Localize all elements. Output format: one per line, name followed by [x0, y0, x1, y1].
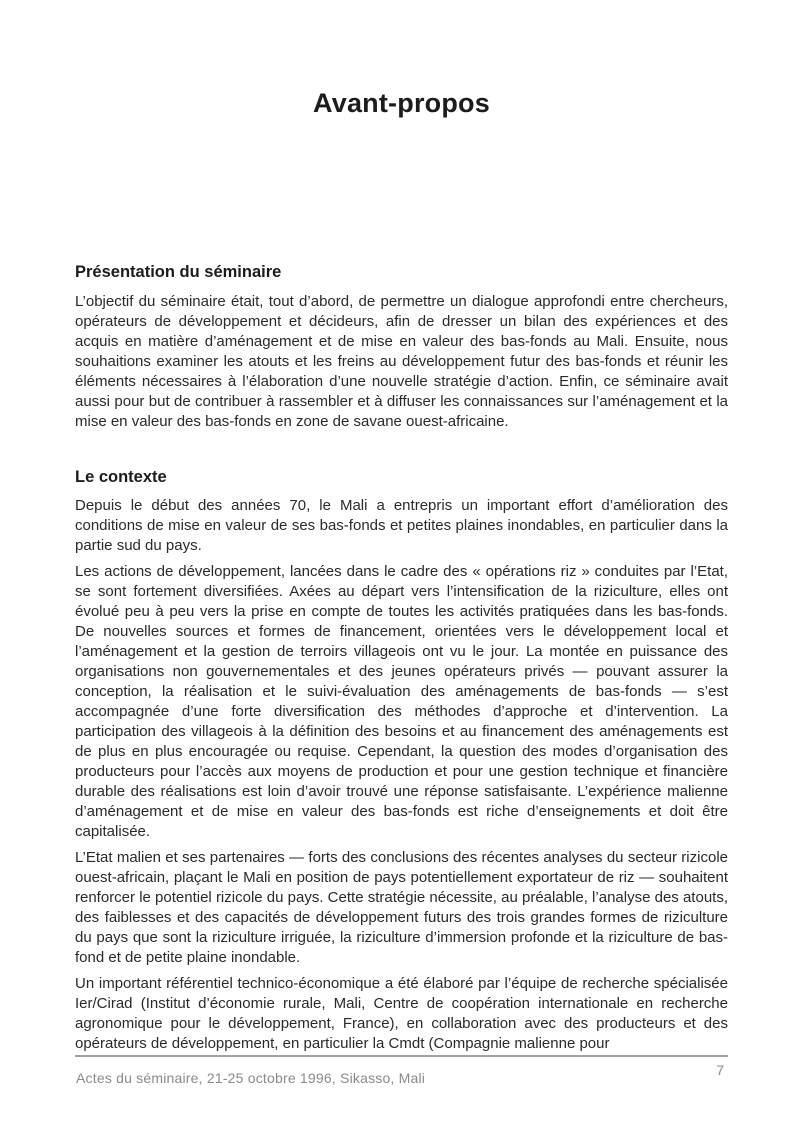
- section-heading-le-contexte: Le contexte: [75, 468, 167, 486]
- footer-citation: Actes du séminaire, 21-25 octobre 1996, Sikasso, Mali: [76, 1070, 426, 1086]
- page-body: [75, 0, 728, 1054]
- page-number: 7: [716, 1062, 724, 1078]
- paragraph-actions-developpement: Les actions de développement, lancées dans le cadre des « opérations riz » conduites par l’Etat, se sont fortement diversifiées. Axées au départ vers l’intensification de la riziculture, elles ont évolué peu à peu vers la prise en compte de toutes les activités pratiquées dans les bas-fonds. De nouvelles sources et formes de financement, orientées vers le développement local et l’aménagement et la gestion de terroirs villageois ont vu le jour. La montée en puissance des organisations non gouvernementales et des jeunes opérateurs privés — pouvant assurer la conception, la réalisation et le suivi-évaluation des aménagements de bas-fonds — s’est accompagnée d’une forte diversification des méthodes d’approche et d’intervention. La participation des villageois à la définition des besoins et au financement des aménagements est de plus en plus encouragée ou requise. Cependant, la question des modes d’organisation des producteurs pour l’accès aux moyens de production et pour une gestion technique et financière durable des réalisations est loin d’avoir trouvé une réponse satisfaisante. L’expérience malienne d’aménagement et de mise en valeur des bas-fonds est riche d’enseignements et doit être capitalisée.: [75, 563, 728, 840]
- page-title: Avant-propos: [313, 88, 490, 118]
- paragraph-depuis-annees-70: Depuis le début des années 70, le Mali a entrepris un important effort d’amélioration des conditions de mise en valeur de ses bas-fonds et petites plaines inondables, en particulier dans la partie sud du pays.: [75, 497, 728, 554]
- paragraph-objectif-seminaire: L’objectif du séminaire était, tout d’abord, de permettre un dialogue approfondi entre chercheurs, opérateurs de développement et décideurs, afin de dresser un bilan des expériences et des acquis en matière d’aménagement et de mise en valeur des bas-fonds au Mali. Ensuite, nous souhaitions examiner les atouts et les freins au développement futur des bas-fonds et réunir les éléments nécessaires à l’élaboration d’une nouvelle stratégie d’action. Enfin, ce séminaire avait aussi pour but de contribuer à rassembler et à diffuser les connaissances sur l’aménagement et la mise en valeur des bas-fonds en zone de savane ouest-africaine.: [75, 293, 728, 430]
- footer-divider: [75, 1055, 728, 1057]
- paragraph-etat-malien-partenaires: L’Etat malien et ses partenaires — forts des conclusions des récentes analyses du secteur rizicole ouest-africain, plaçant le Mali en position de pays potentiellement exportateur de riz — souhaitent renforcer le potentiel rizicole du pays. Cette stratégie nécessite, au préalable, l’analyse des atouts, des faiblesses et des capacités de développement futurs des trois grandes formes de riziculture du pays que sont la riziculture irriguée, la riziculture d’immersion profonde et la riziculture de bas-fond et de petite plaine inondable.: [75, 849, 728, 966]
- section-heading-presentation-du-seminaire: Présentation du séminaire: [75, 263, 282, 281]
- paragraph-referentiel-technico-economique: Un important référentiel technico-économique a été élaboré par l’équipe de recherche spécialisée Ier/Cirad (Institut d’économie rurale, Mali, Centre de coopération internationale en recherche agronomique pour le développement, France), en collaboration avec des producteurs et des opérateurs de développement, en particulier la Cmdt (Compagnie malienne pour: [75, 975, 728, 1052]
